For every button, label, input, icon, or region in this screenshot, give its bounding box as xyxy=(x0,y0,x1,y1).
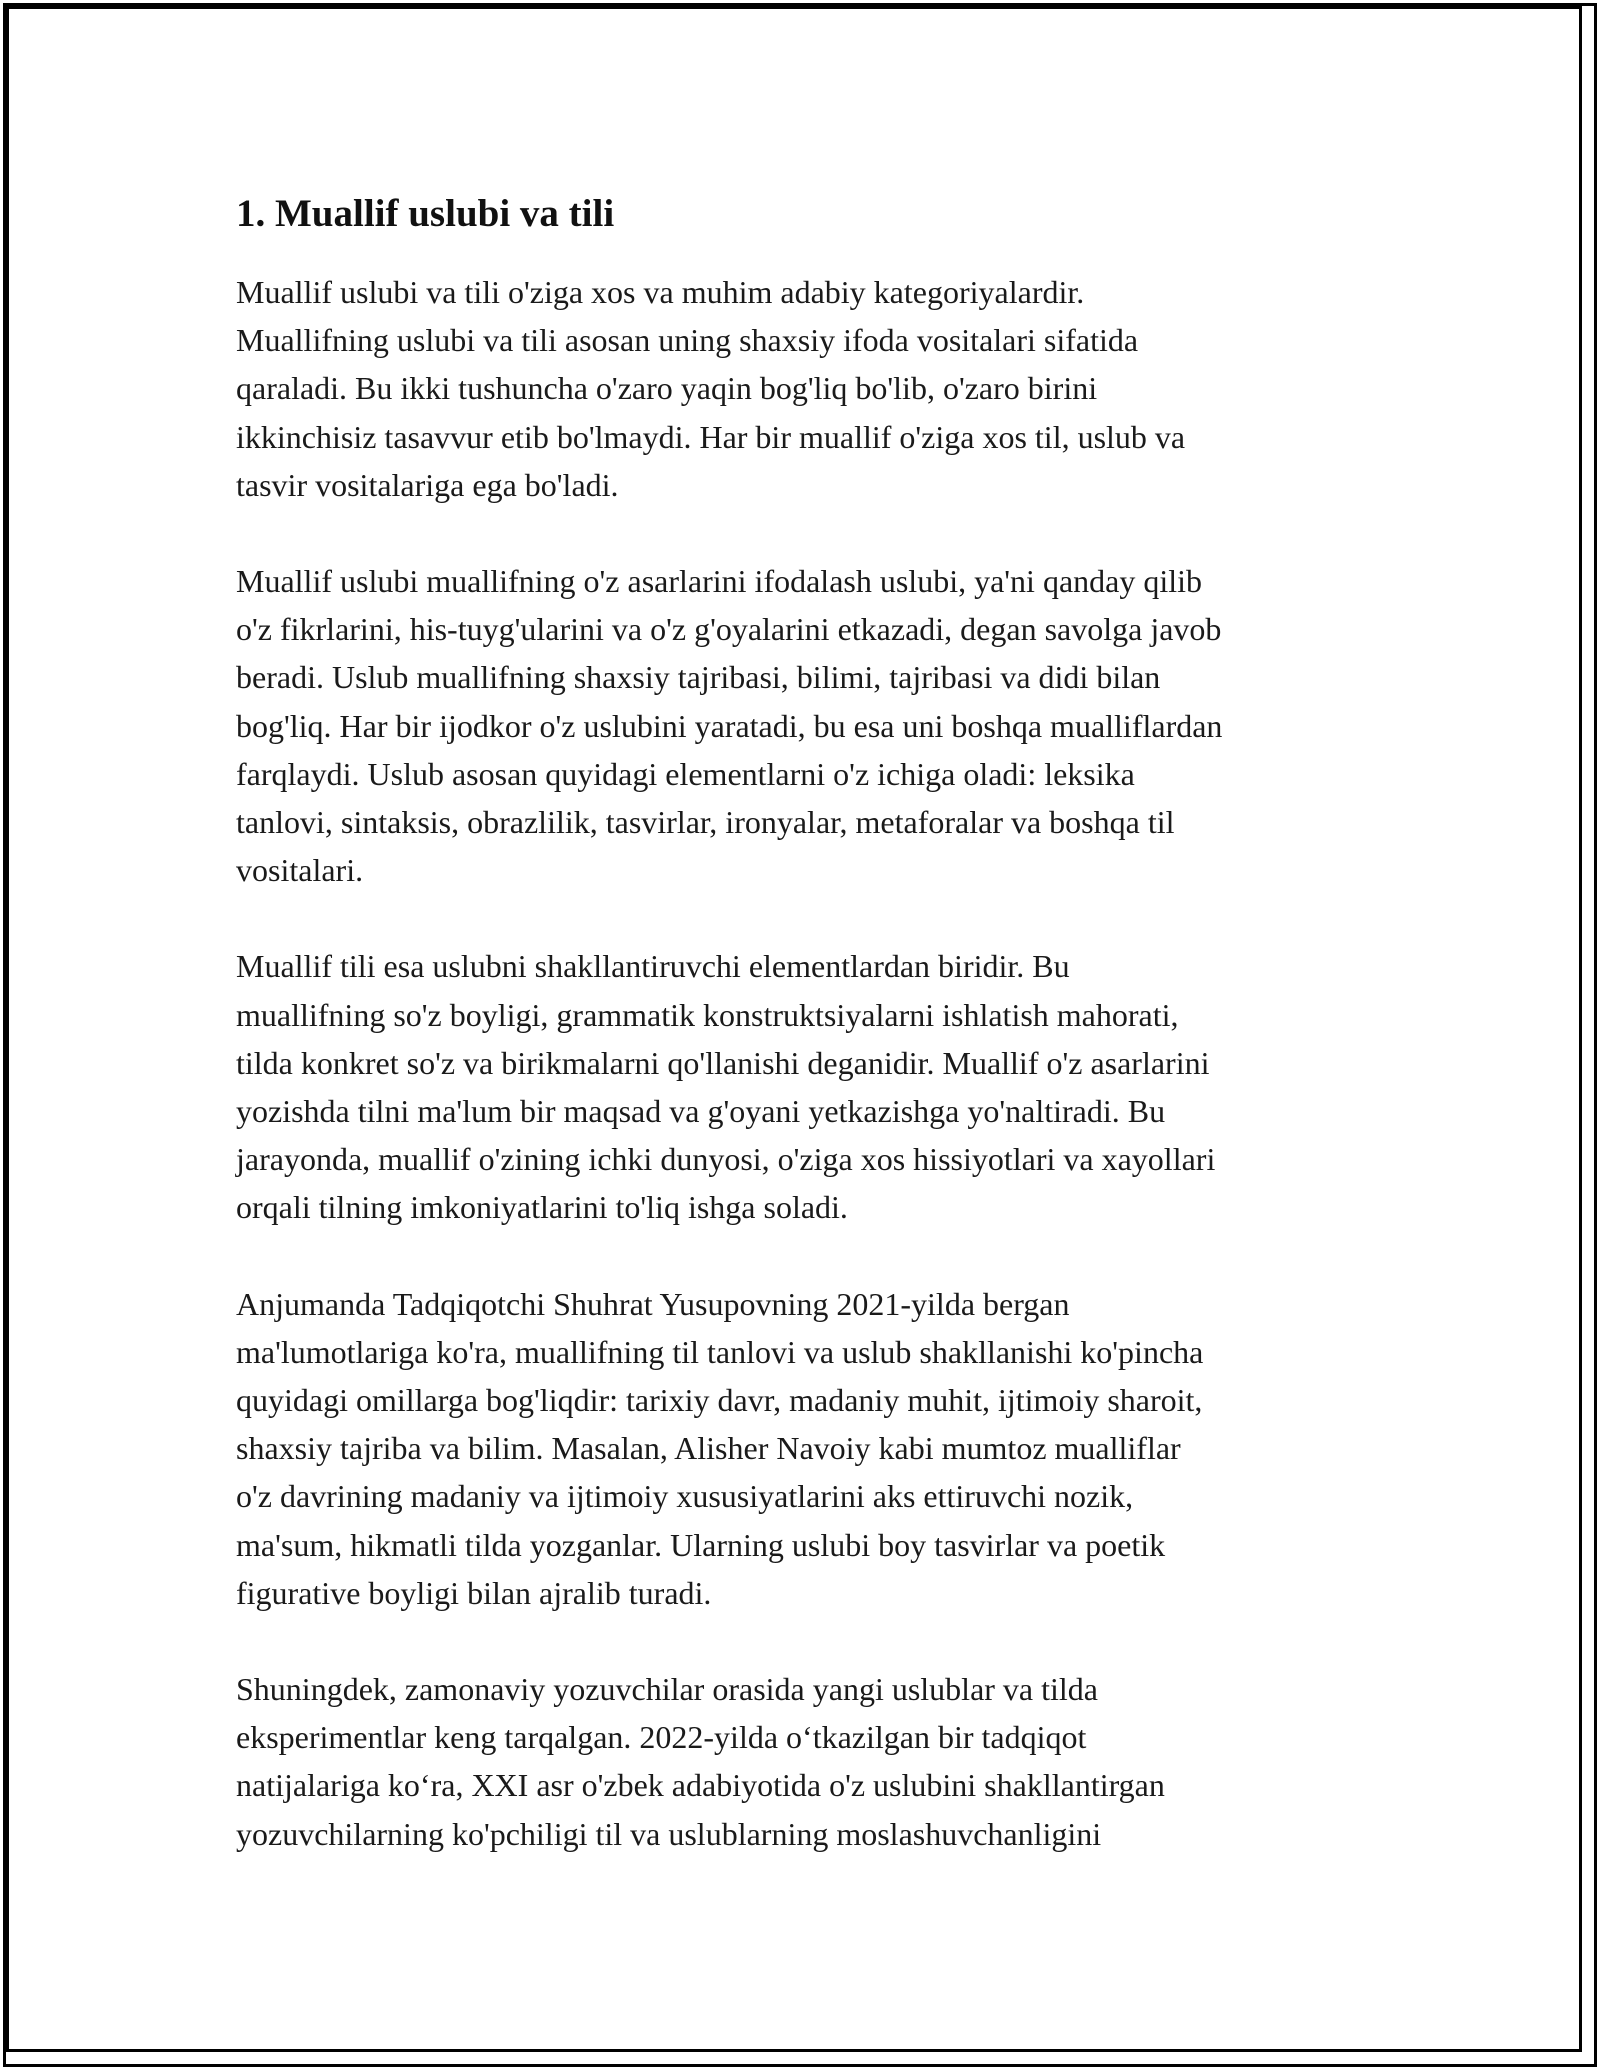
text-line: tasvir vositalariga ega bo'ladi. xyxy=(236,466,619,503)
text-line: ma'sum, hikmatli tilda yozganlar. Ularning uslubi boy tasvirlar va poetik xyxy=(236,1526,1166,1563)
paragraph-2 xyxy=(236,557,1376,894)
text-line: vositalari. xyxy=(236,852,364,889)
section-heading: 1. Muallif uslubi va tili xyxy=(236,192,615,235)
text-line: ikkinchisiz tasavvur etib bo'lmaydi. Har bir muallif o'ziga xos til, uslub va xyxy=(236,418,1186,455)
text-line: Anjumanda Tadqiqotchi Shuhrat Yusupovning 2021-yilda bergan xyxy=(236,1285,1070,1322)
text-line: tilda konkret so'z va birikmalarni qo'llanishi deganidir. Muallif o'z asarlarini xyxy=(236,1044,1210,1081)
text-line: muallifning so'z boyligi, grammatik konstruktsiyalarni ishlatish mahorati, xyxy=(236,996,1179,1033)
paragraph-1 xyxy=(236,268,1376,509)
text-line: beradi. Uslub muallifning shaxsiy tajribasi, bilimi, tajribasi va didi bilan xyxy=(236,659,1161,696)
text-line: quyidagi omillarga bog'liqdir: tarixiy davr, madaniy muhit, ijtimoiy sharoit, xyxy=(236,1382,1203,1419)
text-line: Shuningdek, zamonaviy yozuvchilar orasida yangi uslublar va tilda xyxy=(236,1671,1098,1708)
text-line: natijalariga ko‘ra, XXI asr o'zbek adabiyotida o'z uslubini shakllantirgan xyxy=(236,1767,1165,1804)
text-line: eksperimentlar keng tarqalgan. 2022-yilda o‘tkazilgan bir tadqiqot xyxy=(236,1719,1087,1756)
text-line: shaxsiy tajriba va bilim. Masalan, Alisher Navoiy kabi mumtoz mualliflar xyxy=(236,1430,1181,1467)
text-line: figurative boyligi bilan ajralib turadi. xyxy=(236,1574,712,1611)
text-line: jarayonda, muallif o'zining ichki dunyosi, o'ziga xos hissiyotlari va xayollari xyxy=(236,1141,1216,1178)
text-line: qaraladi. Bu ikki tushuncha o'zaro yaqin bog'liq bo'lib, o'zaro birini xyxy=(236,370,1098,407)
text-line: tanlovi, sintaksis, obrazlilik, tasvirlar, ironyalar, metaforalar va boshqa til xyxy=(236,804,1175,841)
text-line: o'z fikrlarini, his-tuyg'ularini va o'z g'oyalarini etkazadi, degan savolga javob xyxy=(236,611,1222,648)
text-line: Muallifning uslubi va tili asosan uning shaxsiy ifoda vositalari sifatida xyxy=(236,322,1139,359)
text-line: o'z davrining madaniy va ijtimoiy xususiyatlarini aks ettiruvchi nozik, xyxy=(236,1478,1134,1515)
text-line: yozishda tilni ma'lum bir maqsad va g'oyani yetkazishga yo'naltiradi. Bu xyxy=(236,1093,1166,1130)
text-line: farqlaydi. Uslub asosan quyidagi elementlarni o'z ichiga oladi: leksika xyxy=(236,755,1135,792)
text-line: yozuvchilarning ko'pchiligi til va uslublarning moslashuvchanligini xyxy=(236,1815,1102,1852)
text-line: Muallif uslubi va tili o'ziga xos va muhim adabiy kategoriyalardir. xyxy=(236,274,1085,310)
paragraph-5 xyxy=(236,1665,1376,1858)
text-line: bog'liq. Har bir ijodkor o'z uslubini yaratadi, bu esa uni boshqa mualliflardan xyxy=(236,707,1223,744)
paragraph-3 xyxy=(236,942,1376,1231)
document-body xyxy=(236,190,1376,1906)
paragraph-4 xyxy=(236,1280,1376,1617)
text-line: Muallif uslubi muallifning o'z asarlarini ifodalash uslubi, ya'ni qanday qilib xyxy=(236,563,1203,600)
text-line: ma'lumotlariga ko'ra, muallifning til tanlovi va uslub shakllanishi ko'pincha xyxy=(236,1333,1204,1370)
text-line: orqali tilning imkoniyatlarini to'liq ishga soladi. xyxy=(236,1189,848,1226)
text-line: Muallif tili esa uslubni shakllantiruvchi elementlardan biridir. Bu xyxy=(236,948,1070,985)
